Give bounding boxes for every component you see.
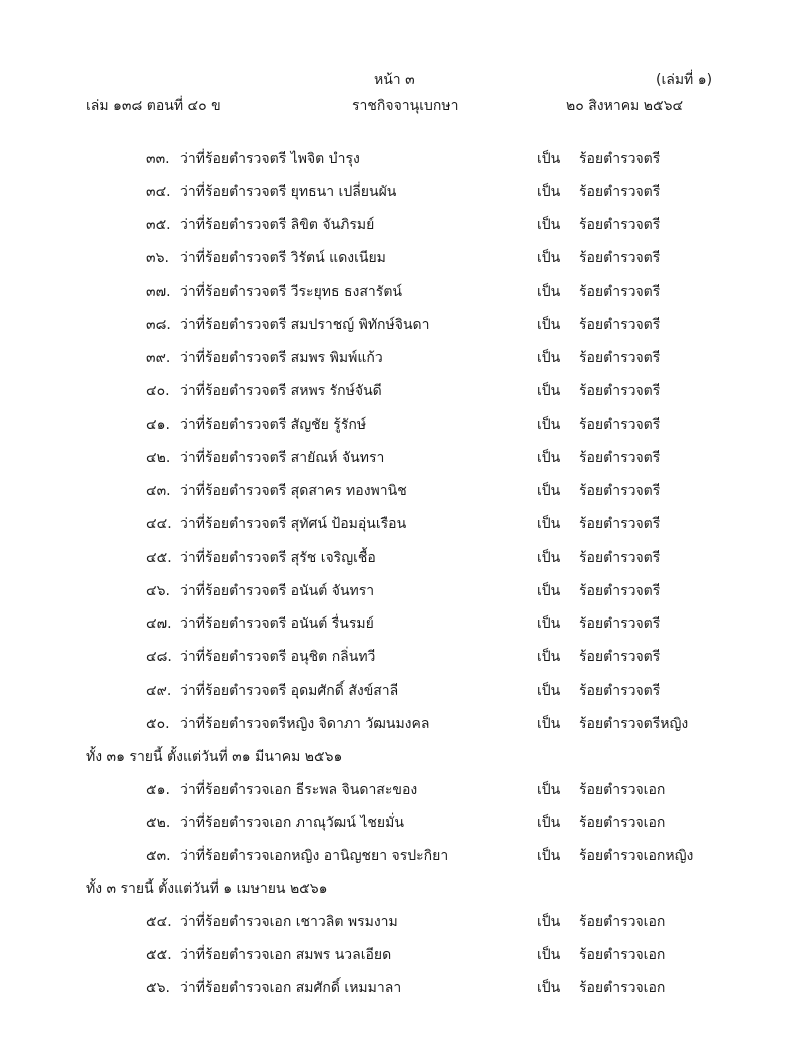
volume-note: (เล่มที่ ๑)	[656, 72, 713, 88]
entry-be-word: เป็น	[537, 350, 561, 366]
entry-name: ว่าที่ร้อยตำรวจเอก สมพร นวลเอียด	[180, 947, 392, 963]
entry-number: ๔๐.	[146, 383, 170, 399]
entry-be-word: เป็น	[537, 782, 561, 798]
entry-rank: ร้อยตำรวจตรี	[579, 317, 661, 333]
entry-name: ว่าที่ร้อยตำรวจตรี ยุทธนา เปลี่ยนผัน	[180, 184, 397, 200]
list-item	[0, 280, 800, 304]
entry-number: ๔๗.	[146, 616, 172, 632]
entry-rank: ร้อยตำรวจตรี	[579, 417, 661, 433]
entry-name: ว่าที่ร้อยตำรวจตรี อนันต์ รื่นรมย์	[180, 616, 374, 632]
group-summary: ทั้ง ๓๑ รายนี้ ตั้งแต่วันที่ ๓๑ มีนาคม ๒๕๖๑	[86, 749, 343, 765]
entry-name: ว่าที่ร้อยตำรวจตรีหญิง จิดาภา วัฒนมงคล	[180, 716, 430, 732]
entry-name: ว่าที่ร้อยตำรวจตรี อนุชิต กลิ่นทวี	[180, 649, 376, 665]
entry-name: ว่าที่ร้อยตำรวจตรี สมปราชญ์ พิทักษ์จินดา	[180, 317, 430, 333]
entry-rank: ร้อยตำรวจตรี	[579, 450, 661, 466]
entry-name: ว่าที่ร้อยตำรวจตรี ลิขิต จันภิรมย์	[180, 217, 375, 233]
entry-rank: ร้อยตำรวจตรี	[579, 350, 661, 366]
entry-be-word: เป็น	[537, 583, 561, 599]
entry-number: ๕๒.	[146, 815, 171, 831]
entry-name: ว่าที่ร้อยตำรวจตรี อุดมศักดิ์ สังข์สาลี	[180, 683, 399, 699]
entry-be-word: เป็น	[537, 184, 561, 200]
list-item	[0, 943, 800, 967]
entry-name: ว่าที่ร้อยตำรวจตรี วิรัตน์ แดงเนียม	[180, 250, 386, 266]
issue-date: ๒๐ สิงหาคม ๒๕๖๔	[566, 98, 684, 114]
entry-rank: ร้อยตำรวจตรี	[579, 184, 661, 200]
entry-be-word: เป็น	[537, 317, 561, 333]
entry-rank: ร้อยตำรวจตรี	[579, 616, 661, 632]
entry-be-word: เป็น	[537, 250, 561, 266]
entry-number: ๔๓.	[146, 483, 171, 499]
list-item	[0, 512, 800, 536]
entry-rank: ร้อยตำรวจตรี	[579, 550, 661, 566]
entry-name: ว่าที่ร้อยตำรวจเอก เชาวลิต พรมงาม	[180, 914, 398, 930]
entry-number: ๓๘.	[146, 317, 171, 333]
entry-rank: ร้อยตำรวจตรี	[579, 383, 661, 399]
entry-be-word: เป็น	[537, 284, 561, 300]
entry-name: ว่าที่ร้อยตำรวจตรี ไพจิต บำรุง	[180, 151, 360, 167]
entry-be-word: เป็น	[537, 217, 561, 233]
entry-name: ว่าที่ร้อยตำรวจเอกหญิง อานิญชยา จรปะกิยา	[180, 848, 449, 864]
entry-be-word: เป็น	[537, 483, 561, 499]
entry-name: ว่าที่ร้อยตำรวจตรี สัญชัย รู้รักษ์	[180, 417, 367, 433]
entry-rank: ร้อยตำรวจตรี	[579, 483, 661, 499]
entry-number: ๓๗.	[146, 284, 171, 300]
entry-rank: ร้อยตำรวจตรี	[579, 151, 661, 167]
entry-name: ว่าที่ร้อยตำรวจเอก ภาณุวัฒน์ ไชยมั่น	[180, 815, 404, 831]
list-item	[0, 976, 800, 1000]
entry-rank: ร้อยตำรวจตรี	[579, 250, 661, 266]
entry-name: ว่าที่ร้อยตำรวจตรี สุรัช เจริญเชื้อ	[180, 550, 376, 566]
entry-be-word: เป็น	[537, 848, 561, 864]
entry-be-word: เป็น	[537, 417, 561, 433]
list-item	[0, 612, 800, 636]
entry-number: ๔๘.	[146, 649, 172, 665]
entry-rank: ร้อยตำรวจตรีหญิง	[579, 716, 689, 732]
entry-rank: ร้อยตำรวจตรี	[579, 683, 661, 699]
entry-number: ๓๖.	[146, 250, 169, 266]
list-item	[0, 679, 800, 703]
entry-be-word: เป็น	[537, 716, 561, 732]
list-item	[0, 346, 800, 370]
entry-rank: ร้อยตำรวจเอก	[579, 947, 666, 963]
entry-be-word: เป็น	[537, 516, 561, 532]
entry-number: ๔๔.	[146, 516, 172, 532]
gazette-name: ราชกิจจานุเบกษา	[352, 98, 459, 114]
list-item	[0, 546, 800, 570]
entry-be-word: เป็น	[537, 550, 561, 566]
entry-number: ๕๐.	[146, 716, 170, 732]
issue-line: เล่ม ๑๓๘ ตอนที่ ๔๐ ข	[86, 98, 221, 114]
entry-name: ว่าที่ร้อยตำรวจตรี สุดสาคร ทองพานิช	[180, 483, 407, 499]
entry-name: ว่าที่ร้อยตำรวจเอก สมศักดิ์ เหมมาลา	[180, 980, 402, 996]
entry-number: ๔๒.	[146, 450, 171, 466]
entry-name: ว่าที่ร้อยตำรวจตรี สายัณห์ จันทรา	[180, 450, 385, 466]
list-item	[0, 579, 800, 603]
entry-number: ๕๔.	[146, 914, 172, 930]
list-item	[0, 147, 800, 171]
page-number: หน้า ๓	[374, 72, 415, 88]
entry-rank: ร้อยตำรวจตรี	[579, 284, 661, 300]
entry-rank: ร้อยตำรวจตรี	[579, 217, 661, 233]
entry-be-word: เป็น	[537, 649, 561, 665]
list-item	[0, 379, 800, 403]
list-item	[0, 844, 800, 868]
entry-name: ว่าที่ร้อยตำรวจเอก ธีระพล จินดาสะของ	[180, 782, 418, 798]
list-item	[0, 313, 800, 337]
entry-be-word: เป็น	[537, 980, 561, 996]
list-item	[0, 479, 800, 503]
entry-number: ๕๖.	[146, 980, 170, 996]
entry-number: ๔๕.	[146, 550, 172, 566]
list-item	[0, 180, 800, 204]
entry-rank: ร้อยตำรวจเอก	[579, 914, 666, 930]
entry-be-word: เป็น	[537, 947, 561, 963]
list-item	[0, 413, 800, 437]
entry-be-word: เป็น	[537, 683, 561, 699]
entry-be-word: เป็น	[537, 815, 561, 831]
entry-number: ๓๓.	[146, 151, 170, 167]
entry-number: ๕๓.	[146, 848, 171, 864]
list-item	[0, 446, 800, 470]
group-summary: ทั้ง ๓ รายนี้ ตั้งแต่วันที่ ๑ เมษายน ๒๕๖๑	[86, 881, 328, 897]
entry-name: ว่าที่ร้อยตำรวจตรี สหพร รักษ์จันดี	[180, 383, 382, 399]
entry-name: ว่าที่ร้อยตำรวจตรี สมพร พิมพ์แก้ว	[180, 350, 383, 366]
entry-rank: ร้อยตำรวจตรี	[579, 516, 661, 532]
entry-be-word: เป็น	[537, 450, 561, 466]
entry-number: ๕๕.	[146, 947, 172, 963]
entry-rank: ร้อยตำรวจเอกหญิง	[579, 848, 694, 864]
entry-be-word: เป็น	[537, 616, 561, 632]
list-item	[0, 811, 800, 835]
entry-name: ว่าที่ร้อยตำรวจตรี อนันต์ จันทรา	[180, 583, 375, 599]
entry-rank: ร้อยตำรวจเอก	[579, 980, 666, 996]
entry-name: ว่าที่ร้อยตำรวจตรี วีระยุทธ ธงสารัตน์	[180, 284, 402, 300]
list-item	[0, 645, 800, 669]
entry-number: ๔๙.	[146, 683, 172, 699]
list-item	[0, 712, 800, 736]
entry-number: ๕๑.	[146, 782, 170, 798]
entry-be-word: เป็น	[537, 151, 561, 167]
entry-rank: ร้อยตำรวจเอก	[579, 815, 666, 831]
entry-number: ๓๕.	[146, 217, 171, 233]
entry-rank: ร้อยตำรวจตรี	[579, 583, 661, 599]
entry-number: ๔๖.	[146, 583, 170, 599]
list-item	[0, 246, 800, 270]
entry-rank: ร้อยตำรวจเอก	[579, 782, 666, 798]
entry-number: ๓๔.	[146, 184, 171, 200]
list-item	[0, 910, 800, 934]
entry-name: ว่าที่ร้อยตำรวจตรี สุทัศน์ ป้อมอุ่นเรือน	[180, 516, 407, 532]
entry-be-word: เป็น	[537, 383, 561, 399]
entry-number: ๓๙.	[146, 350, 171, 366]
entry-be-word: เป็น	[537, 914, 561, 930]
entry-rank: ร้อยตำรวจตรี	[579, 649, 661, 665]
entry-number: ๔๑.	[146, 417, 170, 433]
list-item	[0, 213, 800, 237]
list-item	[0, 778, 800, 802]
